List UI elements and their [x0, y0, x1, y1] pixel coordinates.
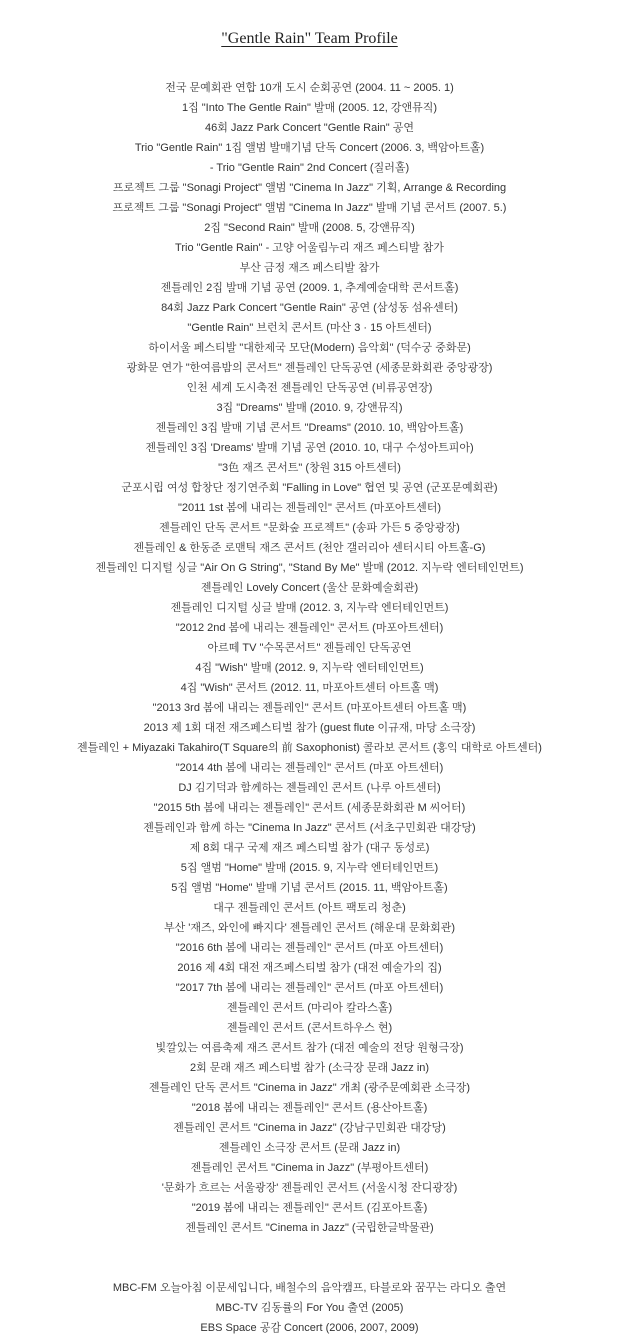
history-item: "3色 재즈 콘서트" (창원 315 아트센터): [218, 462, 401, 474]
history-item: 젠틀레인 단독 콘서트 "문화숲 프로젝트" (송파 가든 5 중앙광장): [159, 522, 460, 534]
history-item: 젠틀레인 콘서트 (콘서트하우스 현): [226, 1022, 393, 1034]
history-item: 젠틀레인 소극장 콘서트 (문래 Jazz in): [218, 1142, 401, 1154]
history-item: 4집 "Wish" 발매 (2012. 9, 지누락 엔터테인먼트): [195, 662, 424, 674]
history-item: 인천 세계 도시축전 젠틀레인 단독공연 (비류공연장): [186, 382, 433, 394]
history-item: "2011 1st 봄에 내리는 젠틀레인" 콘서트 (마포아트센터): [177, 502, 442, 514]
history-item: 젠틀레인 3집 발매 기념 콘서트 "Dreams" (2010. 10, 백암아트홀): [155, 422, 464, 434]
history-item: 1집 "Into The Gentle Rain" 발매 (2005. 12, 강앤뮤직): [181, 102, 438, 114]
history-item: 전국 문예회관 연합 10개 도시 순회공연 (2004. 11 ~ 2005. 1): [165, 82, 454, 94]
history-item: "2018 봄에 내리는 젠틀레인" 콘서트 (용산아트홀): [191, 1102, 428, 1114]
history-item: 빛깔있는 여름축제 재즈 콘서트 참가 (대전 예술의 전당 원형극장): [155, 1042, 464, 1054]
history-item: 젠틀레인 & 한동준 로맨틱 재즈 콘서트 (천안 갤러리아 센터시티 아트홀-G): [133, 542, 486, 554]
history-item: 2016 제 4회 대전 재즈페스티벌 참가 (대전 예술가의 집): [177, 962, 442, 974]
history-item: 대구 젠틀레인 콘서트 (아트 팩토리 청춘): [213, 902, 406, 914]
history-item: 젠틀레인 단독 콘서트 "Cinema in Jazz" 개최 (광주문예회관 소극장): [148, 1082, 471, 1094]
history-item: "2017 7th 봄에 내리는 젠틀레인" 콘서트 (마포 아트센터): [175, 982, 444, 994]
page-title-text: "Gentle Rain" Team Profile: [221, 30, 398, 47]
history-item: 프로젝트 그룹 "Sonagi Project" 앨범 "Cinema In Jazz" 기획, Arrange & Recording: [112, 182, 507, 194]
history-item: 5집 앨범 "Home" 발매 기념 콘서트 (2015. 11, 백암아트홀): [171, 882, 448, 894]
history-item: 아르떼 TV "수목콘서트" 젠틀레인 단독공연: [207, 642, 412, 654]
history-list: [0, 78, 619, 1238]
history-item: "2015 5th 봄에 내리는 젠틀레인" 콘서트 (세종문화회관 M 씨어터): [153, 802, 466, 814]
history-item: 5집 앨범 "Home" 발매 (2015. 9, 지누락 엔터테인먼트): [180, 862, 439, 874]
history-item: 프로젝트 그룹 "Sonagi Project" 앨범 "Cinema In Jazz" 발매 기념 콘서트 (2007. 5.): [112, 202, 507, 214]
history-item: 젠틀레인 디지털 싱글 발매 (2012. 3, 지누락 엔터테인먼트): [170, 602, 449, 614]
media-item: MBC-FM 오늘아침 이문세입니다, 배철수의 음악캠프, 타블로와 꿈꾸는 라디오 출연: [112, 1282, 507, 1294]
history-item: 3집 "Dreams" 발매 (2010. 9, 강앤뮤직): [216, 402, 403, 414]
history-item: 제 8회 대구 국제 재즈 페스티벌 참가 (대구 동성로): [189, 842, 430, 854]
history-item: 4집 "Wish" 콘서트 (2012. 11, 마포아트센터 아트홀 맥): [180, 682, 439, 694]
history-item: - Trio "Gentle Rain" 2nd Concert (질러홀): [209, 162, 410, 174]
history-item: 2집 "Second Rain" 발매 (2008. 5, 강앤뮤직): [204, 222, 415, 234]
history-item: 젠틀레인 콘서트 "Cinema in Jazz" (국립한글박물관): [185, 1222, 434, 1234]
page-title: [0, 29, 619, 49]
history-item: 젠틀레인 + Miyazaki Takahiro(T Square의 前 Saxophonist) 콜라보 콘서트 (홍익 대학로 아트센터): [77, 742, 542, 754]
history-item: "2013 3rd 봄에 내리는 젠틀레인" 콘서트 (마포아트센터 아트홀 맥): [152, 702, 467, 714]
history-item: Trio "Gentle Rain" 1집 앨범 발매기념 단독 Concert (2006. 3, 백암아트홀): [134, 142, 485, 154]
history-item: 젠틀레인 디지털 싱글 "Air On G String", "Stand By Me" 발매 (2012. 지누락 엔터테인먼트): [95, 562, 524, 574]
media-list: [0, 1278, 619, 1338]
history-item: 광화문 연가 "한여름밤의 콘서트" 젠틀레인 단독공연 (세종문화회관 중앙광장): [126, 362, 493, 374]
history-item: 부산 '재즈, 와인에 빠지다' 젠틀레인 콘서트 (해운대 문화회관): [164, 922, 455, 934]
history-item: 젠틀레인 콘서트 "Cinema in Jazz" (강남구민회관 대강당): [173, 1122, 446, 1134]
history-item: 군포시립 여성 합창단 정기연주회 "Falling in Love" 협연 및 공연 (군포문예회관): [121, 482, 498, 494]
history-item: "2012 2nd 봄에 내리는 젠틀레인" 콘서트 (마포아트센터): [175, 622, 444, 634]
history-item: 젠틀레인 3집 'Dreams' 발매 기념 공연 (2010. 10, 대구 수성아트피아): [145, 442, 474, 454]
history-item: "2019 봄에 내리는 젠틀레인" 콘서트 (김포아트홀): [191, 1202, 428, 1214]
history-item: "Gentle Rain" 브런치 콘서트 (마산 3 · 15 아트센터): [187, 322, 432, 334]
history-item: Trio "Gentle Rain" - 고양 어울림누리 재즈 페스티발 참가: [175, 242, 444, 254]
history-item: DJ 김기덕과 함께하는 젠틀레인 콘서트 (나루 아트센터): [178, 782, 441, 794]
history-item: "2016 6th 봄에 내리는 젠틀레인" 콘서트 (마포 아트센터): [175, 942, 444, 954]
history-item: 젠틀레인 콘서트 (마리아 칼라스홀): [226, 1002, 393, 1014]
history-item: 젠틀레인 Lovely Concert (울산 문화예술회관): [200, 582, 419, 594]
history-item: 젠틀레인과 함께 하는 "Cinema In Jazz" 콘서트 (서초구민회관 대강당): [143, 822, 476, 834]
history-item: '문화가 흐르는 서울광장' 젠틀레인 콘서트 (서울시청 잔디광장): [161, 1182, 458, 1194]
history-item: 84회 Jazz Park Concert "Gentle Rain" 공연 (삼성동 섬유센터): [161, 302, 458, 314]
history-item: 하이서울 페스티발 "대한제국 모단(Modern) 음악회" (덕수궁 중화문): [148, 342, 471, 354]
media-item: EBS Space 공감 Concert (2006, 2007, 2009): [200, 1322, 419, 1334]
history-item: 젠틀레인 콘서트 "Cinema in Jazz" (부평아트센터): [190, 1162, 429, 1174]
media-item: MBC-TV 김동률의 For You 출연 (2005): [215, 1302, 404, 1314]
history-item: 부산 금정 재즈 페스티발 참가: [239, 262, 380, 274]
history-item: 2회 문래 재즈 페스티벌 참가 (소극장 문래 Jazz in): [189, 1062, 430, 1074]
history-item: 2013 제 1회 대전 재즈페스티벌 참가 (guest flute 이규재, 마당 소극장): [143, 722, 476, 734]
history-item: "2014 4th 봄에 내리는 젠틀레인" 콘서트 (마포 아트센터): [175, 762, 444, 774]
history-item: 46회 Jazz Park Concert "Gentle Rain" 공연: [204, 122, 415, 134]
history-item: 젠틀레인 2집 발매 기념 공연 (2009. 1, 추계예술대학 콘서트홀): [160, 282, 459, 294]
